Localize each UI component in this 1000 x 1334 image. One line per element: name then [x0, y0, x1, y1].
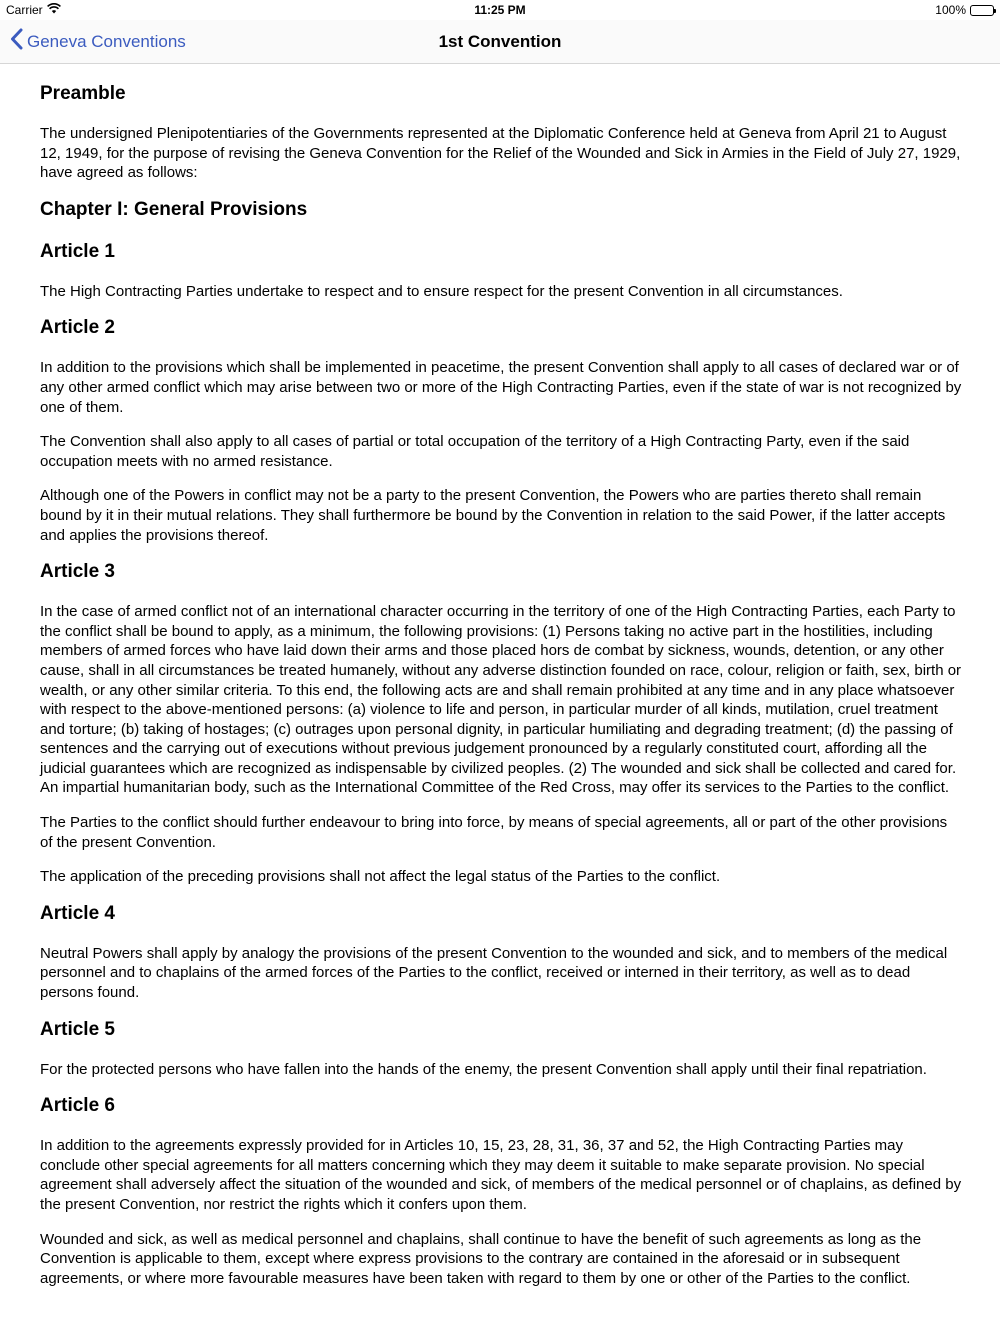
- section-heading: Article 6: [40, 1095, 115, 1117]
- battery-percent: 100%: [935, 3, 966, 17]
- section-paragraph: Neutral Powers shall apply by analogy the provisions of the present Convention to the wounded and sick, and to members of the medical personnel and to chaplains of the armed forces of the Parties to the conflict, received or interned in their territory, as well as to dead persons found.: [40, 944, 948, 1002]
- back-button-label: Geneva Conventions: [27, 31, 186, 51]
- section-paragraph: The Convention shall also apply to all cases of partial or total occupation of the territory of a High Contracting Party, even if the said occupation meets with no armed resistance.: [40, 433, 910, 470]
- section-paragraph: The High Contracting Parties undertake to respect and to ensure respect for the present Convention in all circumstances.: [40, 282, 843, 300]
- section-paragraph: In addition to the agreements expressly provided for in Articles 10, 15, 23, 28, 31, 36, 37 and 52, the High Contracting Parties may conclude other special agreements for all matters concerning which they may deem it suitable to make separate provision. No special agreement shall adversely affect the situation of the wounded and sick, of members of the medical personnel or of chaplains, as defined by the present Convention, nor restrict the rights which it confers upon them.: [40, 1137, 962, 1213]
- document-content[interactable]: [0, 64, 1000, 1334]
- section-paragraph: In addition to the provisions which shall be implemented in peacetime, the present Convention shall apply to all cases of declared war or of any other armed conflict which may arise between two or more of the High Contracting Parties, even if the state of war is not recognized by one of them.: [40, 359, 962, 416]
- carrier-label: Carrier: [6, 3, 43, 17]
- status-bar: [0, 0, 1000, 20]
- section-heading: Article 1: [40, 240, 115, 262]
- section-paragraph: For the protected persons who have fallen into the hands of the enemy, the present Convention shall apply until their final repatriation.: [40, 1060, 927, 1078]
- section-heading: Chapter I: General Provisions: [40, 198, 308, 220]
- section-paragraph: In the case of armed conflict not of an international character occurring in the territory of one of the High Contracting Parties, each Party to the conflict shall be bound to apply, as a minimum, the following provisions: (1) Persons taking no active part in the hostilities, including members of armed forces who have laid down their arms and those placed hors de combat by sickness, wounds, detention, or any other cause, shall in all circumstances be treated humanely, without any adverse distinction founded on race, colour, religion or faith, sex, birth or wealth, or any other similar criteria. To this end, the following acts are and shall remain prohibited at any time and in any place whatsoever with respect to the above-mentioned persons: (a) violence to life and person, in particular murder of all kinds, mutilation, cruel treatment and torture; (b) taking of hostages; (c) outrages upon personal dignity, in particular humiliating and degrading treatment; (d) the passing of sentences and the carrying out of executions without previous judgement pronounced by a regularly constituted court, affording all the judicial guarantees which are recognized as indispensable by civilized peoples. (2) The wounded and sick shall be collected and cared for. An impartial humanitarian body, such as the International Committee of the Red Cross, may offer its services to the Parties to the conflict.: [40, 603, 962, 797]
- section-heading: Article 4: [40, 902, 115, 924]
- section-paragraph: The Parties to the conflict should further endeavour to bring into force, by means of special agreements, all or part of the other provisions of the present Convention.: [40, 814, 948, 851]
- section-paragraph: The undersigned Plenipotentiaries of the Governments represented at the Diplomatic Conference held at Geneva from April 21 to August 12, 1949, for the purpose of revising the Geneva Convention for the Relief of the Wounded and Sick in Armies in the Field of July 27, 1929, have agreed as follows:: [40, 125, 961, 182]
- section-heading: Article 5: [40, 1018, 115, 1040]
- section-paragraph: Wounded and sick, as well as medical personnel and chaplains, shall continue to have the benefit of such agreements as long as the Convention is applicable to them, except where express provisions to the contrary are contained in the aforesaid or in subsequent agreements, or where more favourable measures have been taken with regard to them by one or other of the Parties to the conflict.: [40, 1230, 922, 1287]
- navigation-bar: [0, 20, 1000, 64]
- section-heading: Article 3: [40, 561, 115, 583]
- battery-icon: [970, 5, 994, 16]
- page-title: 1st Convention: [438, 32, 562, 51]
- section-heading: Article 2: [40, 317, 115, 339]
- section-paragraph: Although one of the Powers in conflict may not be a party to the present Convention, the Powers who are parties thereto shall remain bound by it in their mutual relations. They shall furthermore be bound by the Convention in relation to the said Power, if the latter accepts and applies the provisions thereof.: [40, 487, 946, 544]
- status-battery-area: [935, 0, 994, 20]
- section-paragraph: The application of the preceding provisions shall not affect the legal status of the Parties to the conflict.: [40, 868, 721, 886]
- status-time: 11:25 PM: [474, 3, 526, 17]
- section-heading: Preamble: [40, 83, 126, 104]
